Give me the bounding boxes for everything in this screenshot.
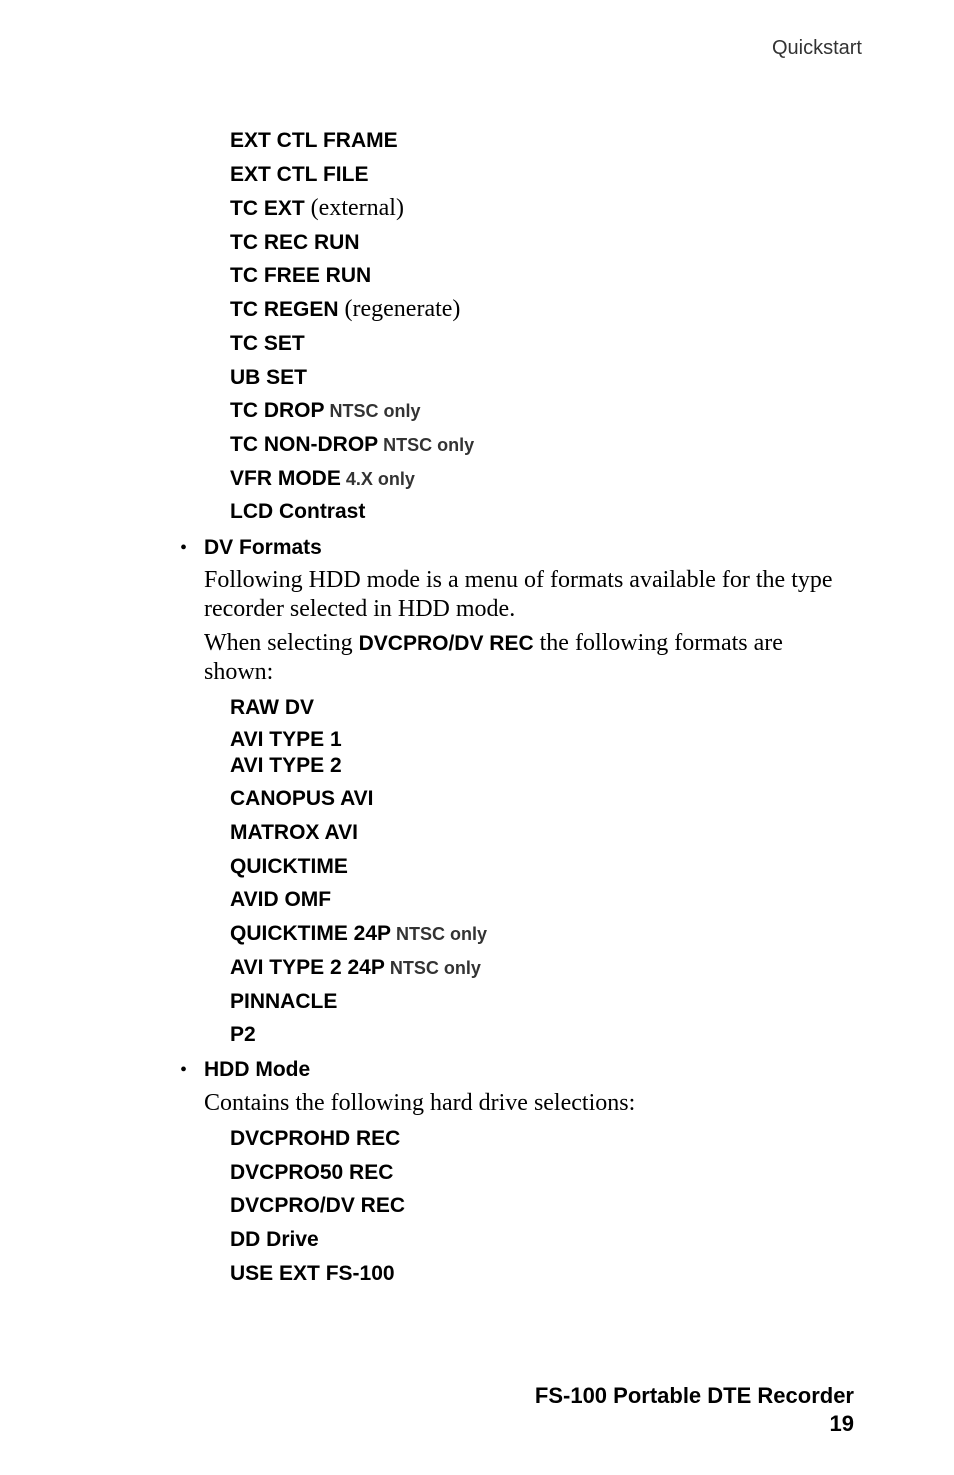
list-item: TC DROP NTSC only bbox=[230, 399, 421, 422]
list-item: TC REGEN (regenerate) bbox=[230, 296, 461, 322]
list-item: DVCPROHD REC bbox=[230, 1127, 401, 1150]
list-item: P2 bbox=[230, 1023, 256, 1046]
list-item: AVID OMF bbox=[230, 888, 332, 911]
list-item: AVI TYPE 2 24P NTSC only bbox=[230, 956, 481, 979]
list-item: TC FREE RUN bbox=[230, 264, 372, 287]
list-item: MATROX AVI bbox=[230, 821, 358, 844]
list-item: DVCPRO50 REC bbox=[230, 1161, 394, 1184]
list-item: TC NON-DROP NTSC only bbox=[230, 433, 475, 456]
page-footer bbox=[535, 1382, 854, 1438]
list-item: QUICKTIME 24P NTSC only bbox=[230, 922, 488, 945]
list-item: QUICKTIME bbox=[230, 855, 348, 878]
list-item: RAW DV bbox=[230, 696, 314, 719]
list-item: DD Drive bbox=[230, 1228, 319, 1251]
list-item: AVI TYPE 2 bbox=[230, 754, 342, 777]
list-item: UB SET bbox=[230, 366, 308, 389]
list-item: EXT CTL FILE bbox=[230, 163, 369, 186]
list-item: PINNACLE bbox=[230, 990, 338, 1013]
footer-title: FS-100 Portable DTE Recorder bbox=[534, 1383, 854, 1408]
list-item: LCD Contrast bbox=[230, 500, 366, 523]
list-item: EXT CTL FRAME bbox=[230, 129, 398, 152]
dv-formats-selection-note: When selecting DVCPRO/DV REC the following formats are shown: bbox=[204, 630, 783, 685]
list-item: VFR MODE 4.X only bbox=[230, 467, 415, 490]
dv-formats-description: Following HDD mode is a menu of formats available for the type recorder selected in HDD mode. bbox=[204, 567, 833, 622]
list-item: USE EXT FS-100 bbox=[230, 1262, 395, 1285]
list-item: AVI TYPE 1 bbox=[230, 728, 342, 751]
list-item: CANOPUS AVI bbox=[230, 787, 374, 810]
bullet-icon: • bbox=[180, 537, 188, 559]
list-item: TC REC RUN bbox=[230, 231, 360, 254]
list-item: TC SET bbox=[230, 332, 305, 355]
hdd-mode-description: Contains the following hard drive selections: bbox=[204, 1090, 636, 1116]
running-header: Quickstart bbox=[771, 37, 862, 59]
list-item: TC EXT (external) bbox=[230, 195, 404, 221]
page-number: 19 bbox=[829, 1411, 854, 1436]
list-item: DVCPRO/DV REC bbox=[230, 1194, 406, 1217]
bullet-icon: • bbox=[180, 1059, 188, 1081]
